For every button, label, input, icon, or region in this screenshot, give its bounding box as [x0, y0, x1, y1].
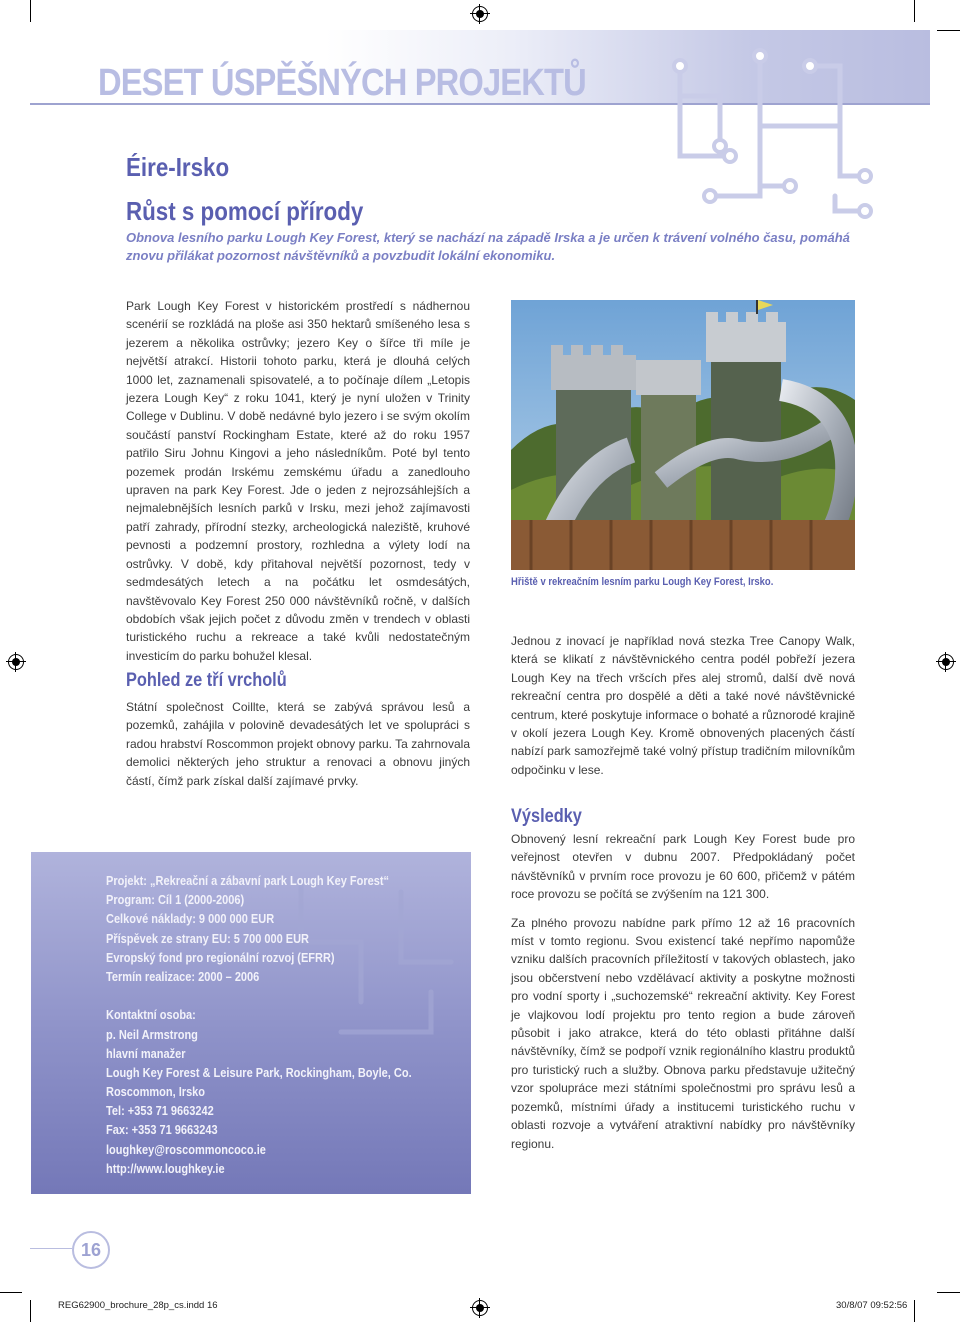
crop-mark	[937, 1292, 960, 1293]
playground-illustration	[511, 300, 855, 570]
playground-photo	[511, 300, 855, 570]
info-line: Kontaktní osoba:	[106, 1008, 196, 1023]
registration-mark-icon	[938, 654, 954, 670]
website-link[interactable]: http://www.loughkey.ie	[106, 1161, 225, 1176]
page-number: 16	[72, 1231, 110, 1269]
crop-mark	[30, 1300, 31, 1322]
info-line: hlavní manažer	[106, 1046, 186, 1061]
info-line: Tel: +353 71 9663242	[106, 1104, 214, 1119]
project-info-box	[31, 852, 471, 1194]
info-line: Roscommon, Irsko	[106, 1085, 206, 1100]
circuit-decoration-icon	[650, 36, 880, 226]
crop-mark	[937, 30, 960, 31]
lead-paragraph: Obnova lesního parku Lough Key Forest, který se nachází na západě Irska a je určen k trávení volného času, pomáhá znovu přilákat pozornost návštěvníků a povzbudit lokální ekonomiku.	[126, 230, 850, 263]
info-spacer	[106, 987, 412, 1006]
footer-file-name: REG62900_brochure_28p_cs.indd 16	[58, 1300, 218, 1311]
results-block	[511, 806, 855, 1153]
info-line: Projekt: „Rekreační a zábavní park Lough Key Forest“	[106, 874, 390, 888]
registration-mark-icon	[472, 6, 488, 22]
page-number-rule	[30, 1248, 72, 1249]
article-title: Růst s pomocí přírody	[126, 196, 364, 226]
right-column	[511, 632, 855, 779]
section-paragraph: Státní společnost Coillte, která se zabývá správou lesů a pozemků, zahájila v polovině devadesátých let ve spolupráci s radou hrabství Roscommon projekt obnovy parku. Ta zahrnovala demolici některých jeho struktur a renovaci a obnovu jiných částí, čímž park získal další zajímavé prvky.	[126, 700, 470, 788]
info-line: Lough Key Forest & Leisure Park, Rockingham, Boyle, Co.	[106, 1065, 412, 1080]
section-heading: Pohled ze tří vrcholů	[126, 670, 287, 691]
email-link[interactable]: loughkey@roscommoncoco.ie	[106, 1142, 266, 1157]
page-title: DESET ÚSPĚŠNÝCH PROJEKTŮ	[98, 62, 586, 104]
crop-mark	[914, 0, 915, 22]
info-line: Termín realizace: 2000 – 2006	[106, 969, 260, 984]
innovation-paragraph: Jednou z inovací je například nová stezka Tree Canopy Walk, která se klikatí z návštěvnického centra podél pobřeží jezera Lough Key na třech vršcích přes alej stromů, další dvě nová rekreační centra pro dospělé a děti a také nové návštěvnické centrum, které poskytuje informace o bohaté a různorodé krajině v okolí jezera Lough Key. Kromě obnovených placených částí nabízí park samozřejmě také volný přístup tradičním milovníkům odpočinku v lese.	[511, 634, 855, 777]
left-column	[126, 297, 470, 665]
info-line: Evropský fond pro regionální rozvoj (EFRR)	[106, 950, 335, 965]
intro-paragraph: Park Lough Key Forest v historickém prostředí s nádhernou scenérií se rozkládá na ploše asi 350 hektarů smíšeného lesa s jezerem a několika ostrůvky; jezero Key o šířce tři míle je největší atrakcí. Historii tohoto parku, která je dlouhá celých 1000 let, zaznamenali spisovatelé, a to počínaje dílem „Letopis jezera Lough Key“ z roku 1041, který je nyní uložen v Trinity College v Dublinu. V době nedávné bylo jezero i se svým okolím součástí panství Rockingham Estate, které až do roku 1957 patřilo Siru Johnu Kingovi a jeho následníkům. Poté byl tento pozemek prodán Irskému zemskému úřadu a zanedlouho upraven na park Key Forest. Jde o jeden z nejrozsáhlejších a nejmalebnějších lesních parků v Irsku, mezi jehož zajímavosti patří zahrady, přírodní stezky, archeologická naleziště, kruhové pevnosti a podzemní prostory, rozhledna a výlety lodí na ostrůvky. V době, kdy přitahoval největší pozornost, tedy v sedmdesátých letech a na počátku let osmdesátých, navštěvovalo Key Forest 250 000 návštěvníků ročně, v dalších obdobích však jejich počet z důvodu změn v trendech v oblasti turistického ruchu a rekreace a také kvůli nedostatečným investicím do parku bohužel klesal.	[126, 299, 470, 663]
registration-mark-icon	[472, 1300, 488, 1316]
photo-caption: Hřiště v rekreačním lesním parku Lough Key Forest, Irsko.	[511, 576, 774, 588]
footer-timestamp: 30/8/07 09:52:56	[836, 1300, 908, 1311]
crop-mark	[0, 1292, 22, 1293]
results-heading: Výsledky	[511, 806, 582, 827]
info-line: Příspěvek ze strany EU: 5 700 000 EUR	[106, 931, 310, 946]
country-heading: Éire-Irsko	[126, 152, 230, 182]
info-line: Celkové náklady: 9 000 000 EUR	[106, 912, 275, 927]
project-details-list	[106, 872, 453, 1179]
crop-mark	[30, 0, 31, 22]
registration-mark-icon	[8, 654, 24, 670]
info-line: Program: Cíl 1 (2000-2006)	[106, 893, 245, 908]
info-line: p. Neil Armstrong	[106, 1027, 198, 1042]
results-paragraph-1: Obnovený lesní rekreační park Lough Key Forest bude pro veřejnost otevřen v dubnu 2007. Předpokládaný počet návštěvníků v prvním roce provozu je 60 600, přičemž v pátém roce provozu se počítá se zvýšením na 121 300.	[511, 832, 855, 902]
crop-mark	[914, 1300, 915, 1322]
section-block	[126, 670, 470, 790]
results-paragraph-2: Za plného provozu nabídne park přímo 12 až 16 pracovních míst v tomto regionu. Svou existencí také nepřímo napomůže vzniku dalších pracovních příležitostí v takových oblastech, jako jsou občerstvení nebo vzdělávací aktivity a poskytne možnosti pro vodní sporty i „suchozemské“ rekreační aktivity. Key Forest je vlajkovou lodí projektu pro tento region a bude zároveň působit i jako atrakce, která do této oblasti přitáhne další návštěvníky, čímž se podpoří vznik regionálního klastru produktů pro turistický ruch a služby. Obnova parku představuje užitečný vzor spolupráce mezi státními společnostmi pro správu lesů a pozemků, místními úřady a institucemi turistického ruchu v oblasti rozvoje a vytváření atraktivní nabídky pro návštěvníky regionu.	[511, 915, 855, 1151]
info-line: Fax: +353 71 9663243	[106, 1123, 218, 1138]
